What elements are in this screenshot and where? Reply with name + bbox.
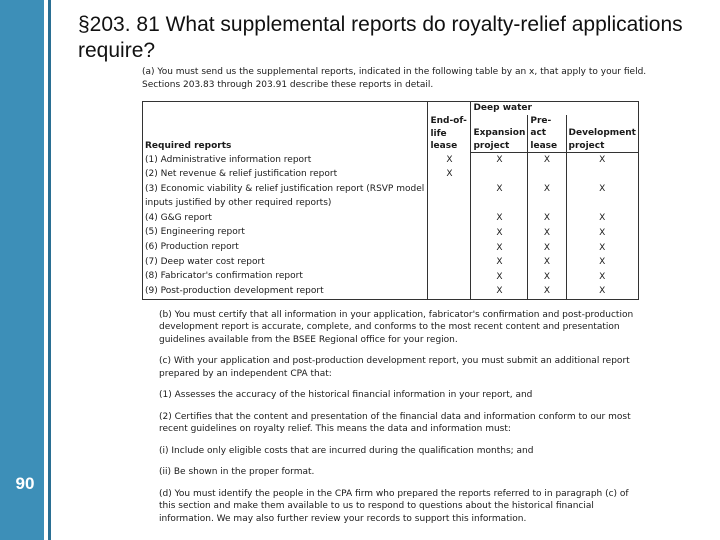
header-deep-water: Deep water [471, 102, 639, 115]
header-col-pre-act: Pre-act lease [528, 115, 566, 153]
header-col-expansion: Expansion project [471, 115, 528, 153]
mark-cell: X [543, 155, 551, 165]
regulation-excerpt [142, 66, 647, 540]
paragraph-c-i: (i) Include only eligible costs that are incurred during the qualification months; and [159, 445, 534, 456]
marks-pre-act [528, 153, 566, 300]
mark-cell: X [543, 213, 551, 224]
mark-cell [530, 168, 563, 183]
mark-cell: X [543, 271, 551, 282]
mark-cell [430, 255, 468, 270]
paragraph-c2: (2) Certifies that the content and presentation of the financial data and information conform to our most recent guidelines on royalty relief. This means the data and information must: [159, 411, 631, 435]
mark-cell [430, 269, 468, 284]
mark-cell [430, 196, 468, 211]
paragraph-c: (c) With your application and post-production development report, you must submit an additional report prepared by an independent CPA that: [159, 356, 630, 379]
header-col-development: Development project [566, 115, 638, 153]
mark-cell [530, 197, 563, 212]
slide-title: §203. 81 What supplemental reports do royalty-relief applications require? [78, 13, 683, 62]
report-row-8-label: (8) Fabricator's confirmation report [145, 271, 303, 282]
report-row-1-label: (1) Administrative information report [145, 154, 312, 165]
mark-cell [473, 197, 525, 212]
mark-cell [430, 211, 468, 226]
paragraph-c-ii: (ii) Be shown in the proper format. [159, 467, 315, 478]
mark-cell: X [543, 184, 551, 195]
mark-cell: X [599, 271, 606, 282]
marks-end-of-life [428, 153, 471, 300]
report-row-5-label: (5) Engineering report [145, 227, 245, 238]
mark-cell: X [496, 227, 503, 238]
mark-cell: X [496, 155, 503, 165]
mark-cell [569, 168, 636, 183]
mark-cell [430, 240, 468, 255]
report-row-3-label-cont: inputs justified by other required reports) [145, 198, 332, 209]
mark-cell: X [543, 242, 551, 253]
mark-cell: X [446, 154, 453, 165]
mark-cell [430, 284, 468, 299]
mark-cell [430, 225, 468, 240]
mark-cell: X [543, 286, 551, 297]
mark-cell: X [599, 242, 606, 253]
mark-cell: X [599, 184, 606, 195]
slide-number: 90 [15, 474, 35, 493]
sidebar-edge [48, 0, 51, 540]
mark-cell: X [599, 286, 606, 297]
mark-cell: X [496, 286, 503, 297]
mark-cell: X [543, 257, 551, 268]
mark-cell: X [599, 213, 606, 224]
marks-expansion [471, 153, 528, 300]
mark-cell [569, 197, 636, 212]
mark-cell: X [496, 257, 503, 268]
report-row-9-label: (9) Post-production development report [145, 285, 324, 296]
mark-cell: X [446, 169, 453, 180]
mark-cell: X [496, 213, 503, 224]
mark-cell: X [496, 271, 503, 282]
mark-cell [473, 168, 525, 183]
report-row-4-label: (4) G&G report [145, 212, 212, 223]
report-row-6-label: (6) Production report [145, 242, 239, 253]
header-required-reports: Required reports [143, 102, 428, 153]
mark-cell: X [599, 155, 606, 165]
mark-cell: X [496, 184, 503, 195]
paragraph-d: (d) You must identify the people in the CPA firm who prepared the reports referred to in paragraph (c) of this section and make them available to us to respond to questions about the historical financial information. We may also further review your records to support this information. [159, 488, 629, 524]
slide-sidebar [0, 0, 48, 540]
mark-cell: X [599, 257, 606, 268]
marks-development [566, 153, 638, 300]
report-row-2-label: (2) Net revenue & relief justification report [145, 169, 338, 180]
mark-cell: X [496, 242, 503, 253]
paragraph-a: (a) You must send us the supplemental reports, indicated in the following table by an x, that apply to your field. Sections 203.83 through 203.91 describe these reports in detail. [142, 67, 647, 90]
header-col-end-of-life: End-of-life lease [428, 102, 471, 153]
required-reports-table [142, 101, 639, 300]
mark-cell [430, 182, 468, 197]
mark-cell: X [599, 227, 606, 238]
paragraph-b: (b) You must certify that all information in your application, fabricator's confirmation and post-production development report is accurate, complete, and conforms to the most recent content and presentation guidelines available from the BSEE Regional office for your region. [159, 309, 634, 345]
report-list [143, 153, 428, 300]
mark-cell: X [543, 227, 551, 238]
paragraph-c1: (1) Assesses the accuracy of the historical financial information in your report, and [159, 390, 533, 401]
report-row-3-label: (3) Economic viability & relief justification report (RSVP model [145, 183, 425, 194]
report-row-7-label: (7) Deep water cost report [145, 256, 265, 267]
